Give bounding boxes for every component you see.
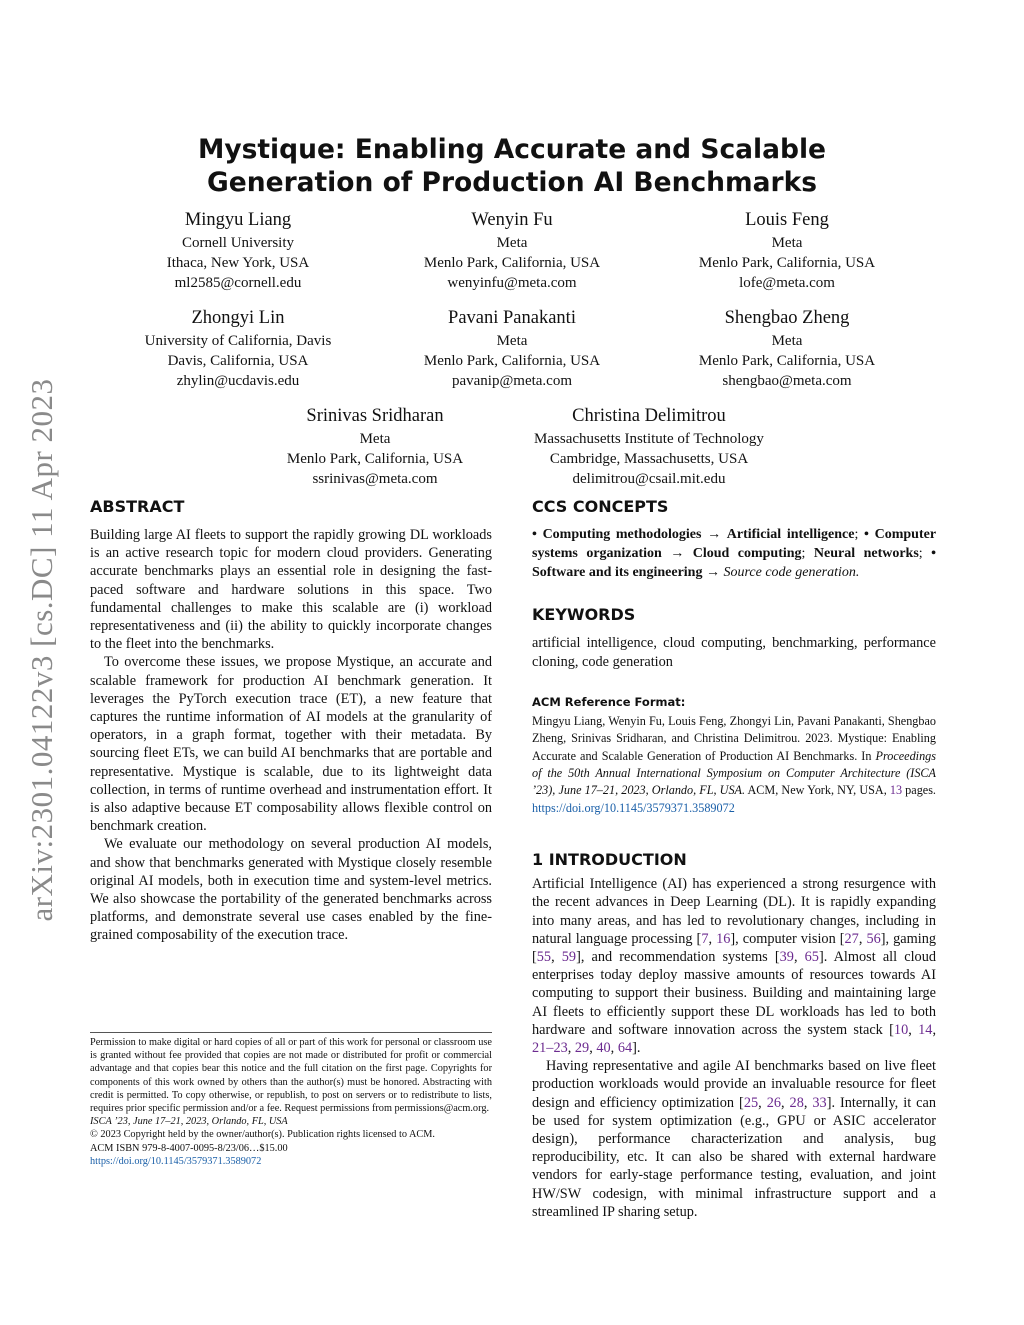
author-affiliation: Meta <box>771 333 803 349</box>
acm-reference-venue: Proceedings of the 50th Annual International Symposium on Computer Architecture (ISCA ’23), June 17–21, 2023, Orlando, FL, USA. <box>532 748 936 798</box>
author-name: Christina Delimitrou <box>572 406 726 426</box>
author-location: Menlo Park, California, USA <box>698 255 876 271</box>
abstract-paragraph: Building large AI fleets to support the rapidly growing DL workloads is an active research topic for modern cloud providers. Generating accurate benchmarks plays an essential role in designing the fast-paced software and hardware solutions in this space. Two fundamental challenges to make this scalable are (i) workload representativeness and (ii) the ability to quickly incorporate changes to the fleet into the benchmarks. <box>90 527 492 653</box>
acm-reference <box>532 713 936 817</box>
intro-text: ], and recommendation systems [ <box>576 949 780 966</box>
author-name: Pavani Panakanti <box>448 308 576 328</box>
permission-notice: Permission to make digital or hard copies of all or part of this work for personal or classroom use is granted without fee provided that copies are not made or distributed for profit or commercial advantage and that copies bear this notice and the full citation on the first page. Copyrights for components of this work owned by others than the author(s) must be honored. Abstracting with credit is permitted. To copy otherwise, or republish, to post on servers or to redistribute to lists, requires prior specific permission and/or a fee. Request permissions from permissions@acm.org. <box>90 1037 492 1115</box>
footnote <box>90 1036 492 1168</box>
author-name: Shengbao Zheng <box>724 308 850 328</box>
acm-reference-pages[interactable]: 13 <box>889 783 903 798</box>
author-affiliation: Massachusetts Institute of Technology <box>534 431 764 447</box>
citation-link[interactable]: 25 <box>743 1094 759 1111</box>
citation-link[interactable]: 65 <box>804 949 819 966</box>
intro-text: Having representative and agile AI benchmarks based on live fleet production workloads would provide an invaluable resource for fleet design and efficiency optimization [ <box>532 1058 936 1111</box>
author-affiliation: Meta <box>496 235 528 251</box>
doi-link[interactable]: https://doi.org/10.1145/3579371.3589072 <box>532 800 735 815</box>
abstract-heading: ABSTRACT <box>90 497 185 516</box>
author-location: Ithaca, New York, USA <box>166 255 310 271</box>
citation-link[interactable]: 14 <box>918 1021 933 1038</box>
arrow-icon: → <box>705 564 720 580</box>
ccs-bullet: • <box>931 545 937 561</box>
citation-link[interactable]: 27 <box>844 930 859 947</box>
intro-text: ]. Almost all cloud enterprises today deploy massive amounts of resources towards AI computing to support their business. Building and maintaining large AI fleets to efficiently support these DL workloads has led to both hardware and software innovation across the system stack [ <box>532 949 936 1038</box>
author-affiliation: Meta <box>496 333 528 349</box>
acm-reference-label: ACM Reference Format: <box>532 694 686 709</box>
ccs-bullet: • <box>864 527 869 542</box>
abstract-body <box>90 526 492 945</box>
author-affiliation: Meta <box>771 235 803 251</box>
author-location: Davis, California, USA <box>167 353 309 369</box>
abstract-paragraph: To overcome these issues, we propose Mystique, an accurate and scalable framework for production AI benchmark generation. It leverages the PyTorch execution trace (ET), a new feature that captures the runtime information of AI models at the granularity of operators, in a graph format, together with their metadata. By sourcing fleet ETs, we can build AI benchmarks that are portable and representative. Mystique is scalable, due to its lightweight data collection, in terms of runtime overhead and instrumentation effort. It is also adaptive because ET composability allows flexible control on benchmark creation. <box>90 654 492 835</box>
intro-text: ], computer vision [ <box>730 930 845 947</box>
author-email: pavanip@meta.com <box>451 373 573 389</box>
citation-link[interactable]: 10 <box>893 1021 909 1038</box>
citation-link[interactable]: 29 <box>574 1040 590 1057</box>
citation-link[interactable]: 59 <box>561 949 577 966</box>
intro-paragraph: Having representative and agile AI benchmarks based on live fleet production workloads would provide an invaluable resource for fleet design and efficiency optimization [25, 26, 28, 33]. Internally, it can be used for system optimization (e.g., GPU or ASIC accelerator design), performance characterization and analysis, bug reproducibility, etc. It can also be shared with external hardware vendors for early-stage performance testing, evaluation, and joint HW/SW codesign, with minimal infrastructure support and a streamlined IP sharing setup. <box>532 1058 936 1220</box>
citation-link[interactable]: 55 <box>536 949 552 966</box>
author-block <box>88 306 388 391</box>
ccs-term: Computing methodologies <box>542 527 702 542</box>
author-location: Menlo Park, California, USA <box>423 353 601 369</box>
right-column <box>532 496 936 1221</box>
isbn: ACM ISBN 979-8-4007-0095-8/23/06…$15.00 <box>90 1142 288 1154</box>
ccs-term: Software and its engineering <box>532 564 703 580</box>
author-block <box>362 208 662 293</box>
author-name: Wenyin Fu <box>471 210 553 230</box>
author-location: Menlo Park, California, USA <box>423 255 601 271</box>
intro-paragraph: Artificial Intelligence (AI) has experienced a strong resurgence with the recent advances in Deep Learning (DL). It is rapidly expanding into many areas, and has led to revolutionary changes, including in natural language processing [7, 16], computer vision [27, 56], gaming [55, 59], and recommendation systems [39, 65]. Almost all cloud enterprises today deploy massive amounts of resources towards AI computing to support their business. Building and maintaining large AI fleets to efficiently support these DL workloads has led to both hardware and software innovation across the system stack [10, 14, 21–23, 29, 40, 64]. <box>532 876 937 1057</box>
citation-link[interactable]: 56 <box>866 930 881 947</box>
intro-text: ], gaming [ <box>532 930 936 966</box>
intro-text: Artificial Intelligence (AI) has experienced a strong resurgence with the recent advances in Deep Learning (DL). It is rapidly expanding into many areas, and has led to revolutionary changes, including in natural language processing [ <box>532 876 936 947</box>
abstract-paragraph: We evaluate our methodology on several production AI models, and show that benchmarks generated with Mystique closely resemble original AI models, both in execution time and system-level metrics. We also showcase the portability of the generated benchmarks across platforms, and demonstrate several use cases enabled by the fine-grained composability of the execution trace. <box>90 836 492 944</box>
acm-reference-text: Mingyu Liang, Wenyin Fu, Louis Feng, Zhongyi Lin, Pavani Panakanti, Shengbao Zheng, Srinivas Sridharan, and Christina Delimitrou. 2023. Mystique: Enabling Accurate and Scalable Generation of Production AI Benchmarks. In <box>532 713 936 763</box>
author-name: Srinivas Sridharan <box>306 406 444 426</box>
author-affiliation: Meta <box>359 431 391 447</box>
author-email: delimitrou@csail.mit.edu <box>572 471 726 487</box>
arrow-icon: → <box>670 545 685 561</box>
author-location: Cambridge, Massachusetts, USA <box>549 451 749 467</box>
citation-link[interactable]: 16 <box>716 930 731 947</box>
ccs-heading: CCS CONCEPTS <box>532 497 669 516</box>
author-block <box>362 306 662 391</box>
author-block <box>499 404 799 489</box>
citation-link[interactable]: 21–23 <box>532 1040 568 1057</box>
ccs-term: Cloud computing <box>692 545 802 561</box>
author-email: lofe@meta.com <box>739 275 835 291</box>
keywords-text: artificial intelligence, cloud computing, benchmarking, performance cloning, code generation <box>532 635 936 670</box>
paper-title: Mystique: Enabling Accurate and Scalable Generation of Production AI Benchmarks <box>197 134 827 198</box>
citation-link[interactable]: 40 <box>596 1040 611 1057</box>
author-location: Menlo Park, California, USA <box>698 353 876 369</box>
author-email: shengbao@meta.com <box>722 373 852 389</box>
ccs-term: Computer systems organization <box>532 527 937 561</box>
citation-link[interactable]: 39 <box>779 949 794 966</box>
left-column <box>90 496 492 945</box>
author-email: zhylin@ucdavis.edu <box>176 373 300 389</box>
author-block <box>637 306 937 391</box>
ccs-term: Source code generation. <box>723 564 860 580</box>
author-affiliation: University of California, Davis <box>144 333 332 349</box>
author-name: Louis Feng <box>745 210 829 230</box>
citation-link[interactable]: 33 <box>812 1094 827 1111</box>
author-block <box>88 208 388 293</box>
footnote-doi-link[interactable]: https://doi.org/10.1145/3579371.3589072 <box>90 1155 262 1167</box>
introduction-body <box>532 875 936 1221</box>
acm-reference-publisher: ACM, New York, NY, USA, <box>745 783 890 798</box>
author-email: ssrinivas@meta.com <box>312 471 438 487</box>
citation-link[interactable]: 64 <box>617 1040 633 1057</box>
copyright-notice: © 2023 Copyright held by the owner/author(s). Publication rights licensed to ACM. <box>90 1129 436 1141</box>
author-affiliation: Cornell University <box>181 235 295 251</box>
author-name: Mingyu Liang <box>184 210 292 230</box>
author-email: ml2585@cornell.edu <box>174 275 302 291</box>
author-name: Zhongyi Lin <box>191 308 285 328</box>
ccs-term: Artificial intelligence <box>726 527 855 542</box>
ccs-term: Neural networks <box>813 545 919 561</box>
ccs-bullet: • <box>532 527 537 542</box>
citation-link[interactable]: 7 <box>701 930 709 947</box>
intro-text: ]. <box>632 1040 641 1057</box>
ccs-concepts: • Computing methodologies → Artificial intelligence; • Computer systems organization → Cloud computing; Neural networks; • Software and its engineering → Source code generation. <box>532 527 937 580</box>
footnote-divider <box>90 1032 492 1033</box>
author-block <box>637 208 937 293</box>
conference-info: ISCA ’23, June 17–21, 2023, Orlando, FL, USA <box>90 1116 288 1128</box>
citation-link[interactable]: 26 <box>766 1094 781 1111</box>
author-block <box>225 404 525 489</box>
acm-reference-text: pages. <box>902 783 936 798</box>
author-location: Menlo Park, California, USA <box>286 451 464 467</box>
intro-text: ]. Internally, it can be used for system optimization (e.g., GPU or ASIC accelerator design), performance characterization and analysis, bug reproducibility, etc. It can also be shared with external hardware vendors for early-stage performance testing, evaluation, and joint HW/SW codesign, with minimal infrastructure support and a streamlined IP sharing setup. <box>532 1094 936 1220</box>
introduction-heading: 1 INTRODUCTION <box>532 850 687 870</box>
author-email: wenyinfu@meta.com <box>447 275 577 291</box>
arxiv-sidebar <box>12 350 72 950</box>
keywords-heading: KEYWORDS <box>532 605 636 625</box>
arxiv-identifier: arXiv:2301.04122v3 [cs.DC] 11 Apr 2023 <box>24 378 59 922</box>
arrow-icon: → <box>707 527 722 542</box>
citation-link[interactable]: 28 <box>789 1094 804 1111</box>
